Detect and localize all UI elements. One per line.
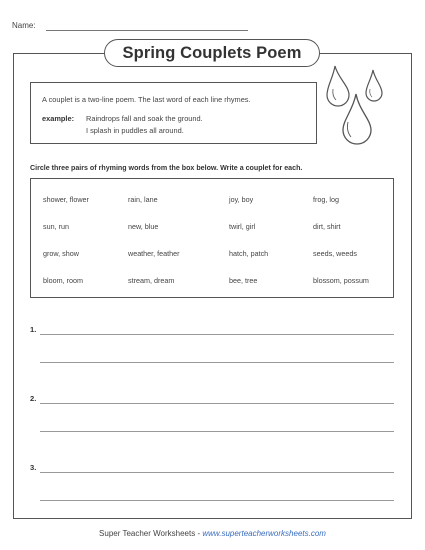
footer-brand: Super Teacher Worksheets: [99, 529, 196, 538]
word-pair[interactable]: sun, run: [43, 222, 69, 231]
example-line-1: Raindrops fall and soak the ground.: [86, 114, 203, 123]
couplet-line[interactable]: [40, 500, 394, 501]
definition-text: A couplet is a two-line poem. The last word of each line rhymes.: [42, 95, 251, 104]
word-pair[interactable]: weather, feather: [128, 249, 180, 258]
couplet-number: 1.: [30, 325, 37, 334]
example-line-2: I splash in puddles all around.: [86, 126, 184, 135]
footer-separator: -: [195, 529, 203, 538]
couplet-line[interactable]: [40, 472, 394, 473]
word-pair[interactable]: new, blue: [128, 222, 159, 231]
footer-site-link[interactable]: www.superteacherworksheets.com: [202, 529, 326, 538]
couplet-line[interactable]: [40, 334, 394, 335]
couplet-line[interactable]: [40, 431, 394, 432]
couplet-number: 3.: [30, 463, 37, 472]
word-pair[interactable]: bee, tree: [229, 276, 258, 285]
page-title: Spring Couplets Poem: [122, 43, 302, 62]
word-pair[interactable]: blossom, possum: [313, 276, 369, 285]
word-pair[interactable]: joy, boy: [229, 195, 254, 204]
word-pair[interactable]: twirl, girl: [229, 222, 256, 231]
title-banner: [104, 39, 320, 67]
name-field[interactable]: [46, 30, 248, 31]
word-pair[interactable]: shower, flower: [43, 195, 89, 204]
word-pair[interactable]: grow, show: [43, 249, 79, 258]
name-label: Name:: [12, 21, 36, 30]
word-pair[interactable]: frog, log: [313, 195, 339, 204]
couplet-line[interactable]: [40, 403, 394, 404]
couplet-line[interactable]: [40, 362, 394, 363]
example-label: example:: [42, 114, 75, 123]
word-pair[interactable]: dirt, shirt: [313, 222, 341, 231]
word-pair[interactable]: bloom, room: [43, 276, 83, 285]
raindrops-icon: [325, 64, 393, 152]
word-pair[interactable]: hatch, patch: [229, 249, 269, 258]
instructions: Circle three pairs of rhyming words from the box below. Write a couplet for each.: [30, 164, 303, 172]
word-pair[interactable]: seeds, weeds: [313, 249, 357, 258]
couplet-number: 2.: [30, 394, 37, 403]
footer: [0, 529, 425, 538]
word-pair[interactable]: stream, dream: [128, 276, 175, 285]
word-pair[interactable]: rain, lane: [128, 195, 158, 204]
